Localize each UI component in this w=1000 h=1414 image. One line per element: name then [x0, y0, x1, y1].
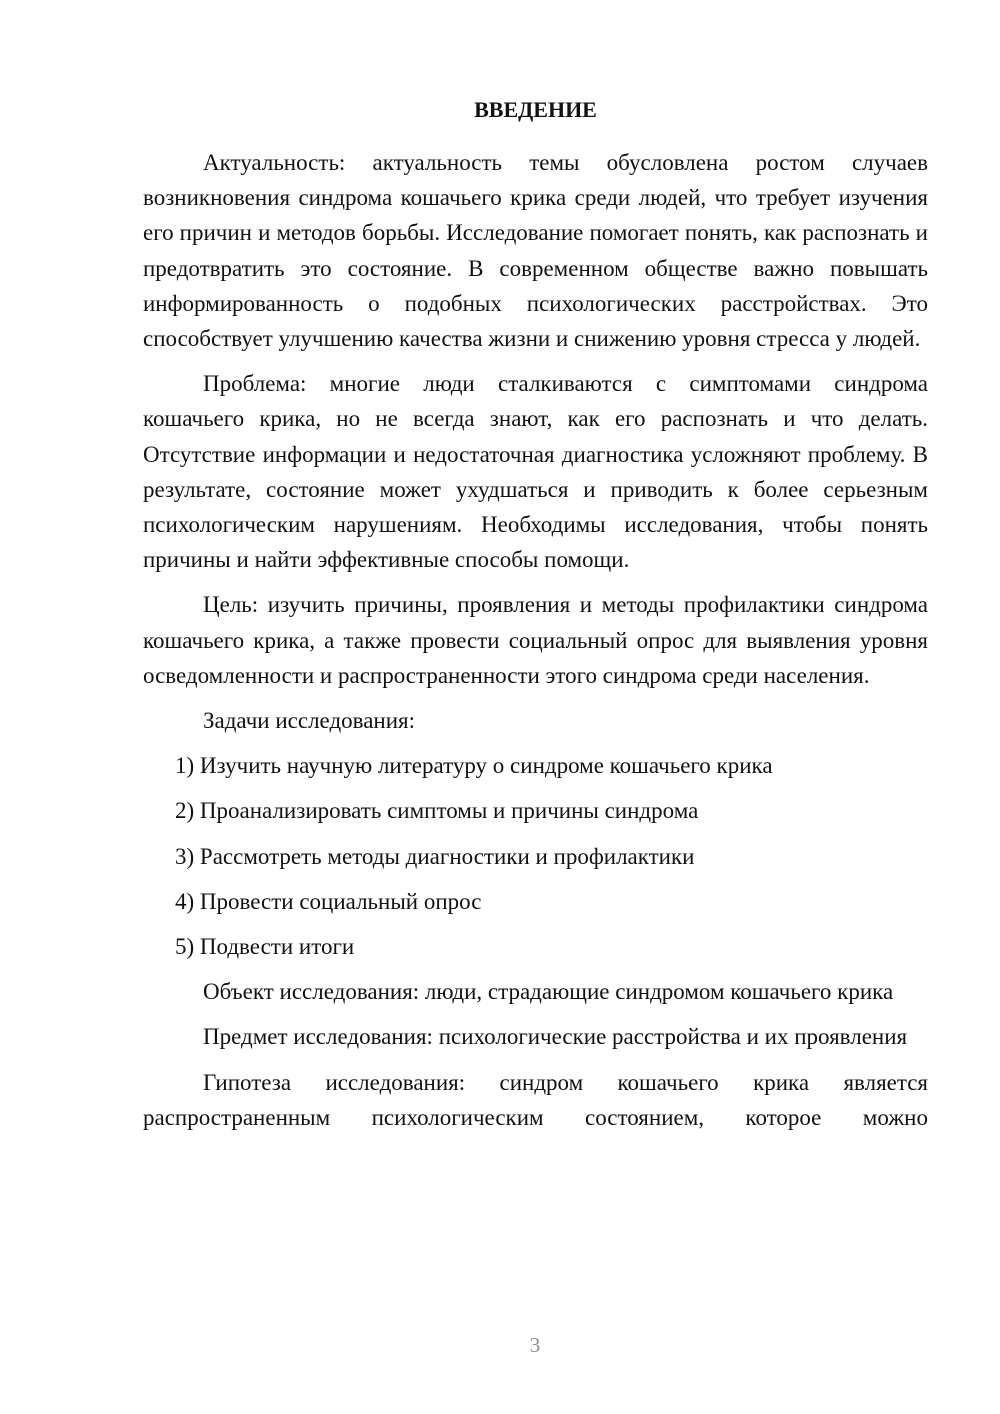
paragraph-problem: Проблема: многие люди сталкиваются с симптомами синдрома кошачьего крика, но не всегда знают, как его распознать и что делать. Отсутствие информации и недостаточная диагностика усложняют проблему. В результате, состояние может ухудшаться и приводить к более серьезным психологическим нарушениям. Необходимы исследования, чтобы понять причины и найти эффективные способы помощи. [143, 371, 928, 573]
page-content [143, 92, 928, 1145]
tasks-heading: Задачи исследования: [203, 708, 416, 734]
section-title: ВВЕДЕНИЕ [474, 97, 597, 122]
paragraph-object: Объект исследования: люди, страдающие синдромом кошачьего крика [203, 979, 894, 1005]
task-item-5: 5) Подвести итоги [175, 934, 355, 960]
task-item-3: 3) Рассмотреть методы диагностики и профилактики [175, 843, 695, 869]
paragraph-goal: Цель: изучить причины, проявления и методы профилактики синдрома кошачьего крика, а также провести социальный опрос для выявления уровня осведомленности и распространенности этого синдрома среди населения. [143, 592, 928, 688]
task-item-1: 1) Изучить научную литературу о синдроме кошачьего крика [175, 753, 773, 779]
paragraph-subject: Предмет исследования: психологические расстройства и их проявления [203, 1024, 908, 1050]
task-item-4: 4) Провести социальный опрос [175, 888, 482, 914]
page-number: 3 [529, 1333, 541, 1357]
task-item-2: 2) Проанализировать симптомы и причины синдрома [175, 798, 699, 824]
paragraph-hypothesis: Гипотеза исследования: синдром кошачьего крика является распространенным психологическим состоянием, которое можно [143, 1069, 928, 1130]
paragraph-relevance: Актуальность: актуальность темы обусловлена ростом случаев возникновения синдрома кошачьего крика среди людей, что требует изучения его причин и методов борьбы. Исследование помогает понять, как распознать и предотвратить это состояние. В современном обществе важно повышать информированность о подобных психологических расстройствах. Это способствует улучшению качества жизни и снижению уровня стресса у людей. [143, 150, 928, 352]
